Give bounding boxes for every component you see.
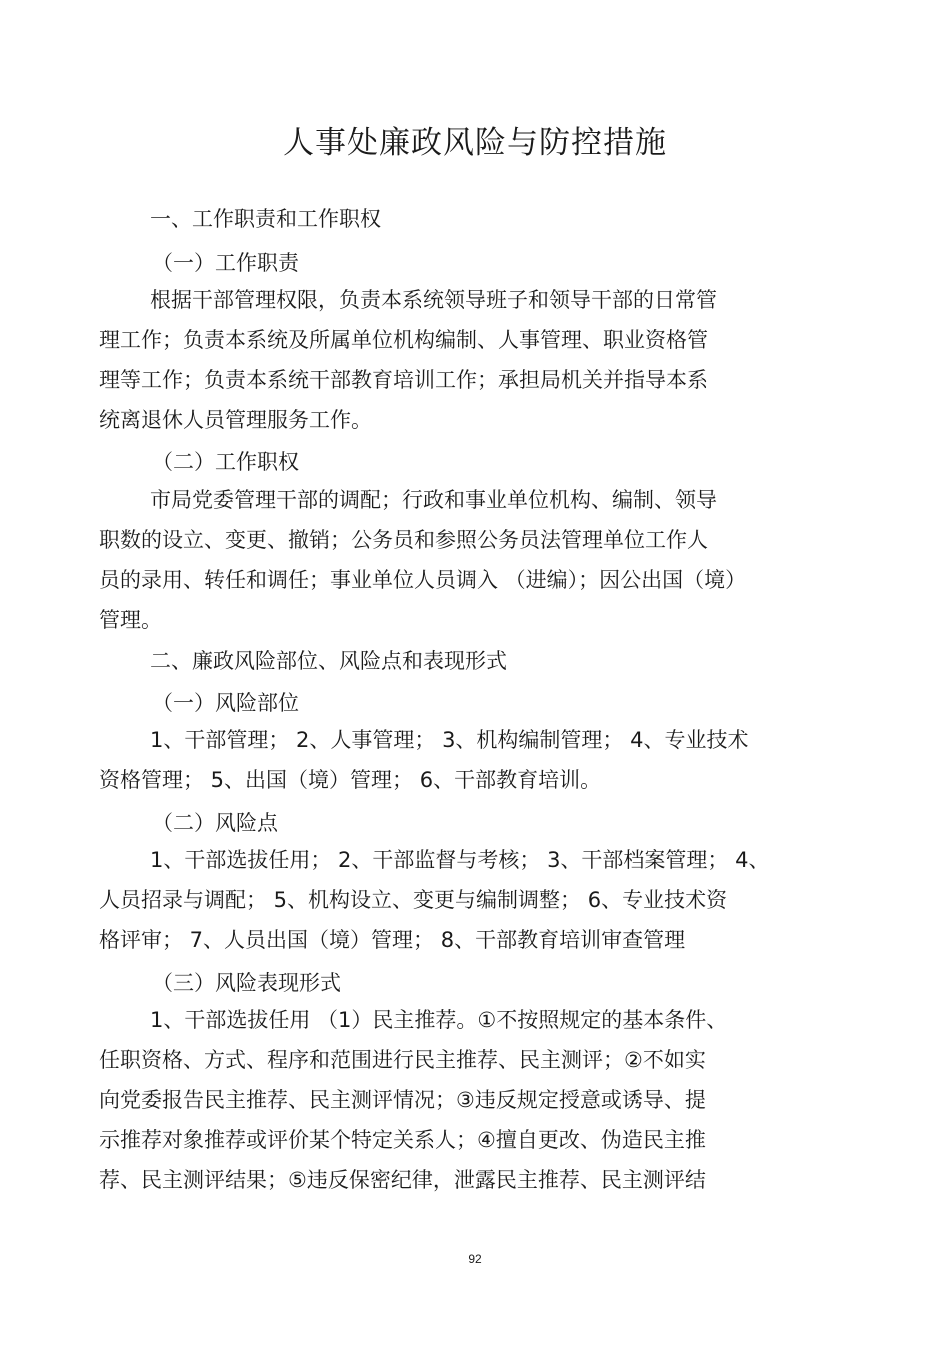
list-line: 1、干部选拔任用； 2、干部监督与考核； 3、干部档案管理； 4、 [150,848,770,872]
section-heading: 二、廉政风险部位、风险点和表现形式 [150,649,507,673]
list-line: 1、干部管理； 2、人事管理； 3、机构编制管理； 4、专业技术 [150,728,749,752]
subsection-heading: （一）工作职责 [152,251,299,275]
list-line: 格评审； 7、人员出国（境）管理； 8、干部教育培训审查管理 [99,928,686,952]
subsection-heading: （一）风险部位 [152,691,299,715]
paragraph-line: 任职资格、方式、程序和范围进行民主推荐、民主测评；②不如实 [99,1048,706,1072]
list-line: 人员招录与调配； 5、机构设立、变更与编制调整； 6、专业技术资 [99,888,728,912]
section-heading: 一、工作职责和工作职权 [150,207,381,231]
paragraph-line: 向党委报告民主推荐、民主测评情况；③违反规定授意或诱导、提 [99,1088,706,1112]
subsection-heading: （二）工作职权 [152,450,299,474]
paragraph-line: 根据干部管理权限，负责本系统领导班子和领导干部的日常管 [150,288,717,312]
page-number: 92 [468,1252,482,1266]
list-line: 资格管理； 5、出国（境）管理； 6、干部教育培训。 [99,768,602,792]
paragraph-line: 示推荐对象推荐或评价某个特定关系人；④擅自更改、伪造民主推 [99,1128,706,1152]
subsection-heading: （二）风险点 [152,811,278,835]
paragraph-line: 员的录用、转任和调任；事业单位人员调入 （进编）；因公出国（境） [99,568,747,592]
document-title: 人事处廉政风险与防控措施 [283,125,667,161]
paragraph-line: 理工作；负责本系统及所属单位机构编制、人事管理、职业资格管 [99,328,708,352]
paragraph-line: 1、干部选拔任用 （1）民主推荐。①不按照规定的基本条件、 [150,1008,728,1032]
paragraph-line: 市局党委管理干部的调配；行政和事业单位机构、编制、领导 [150,488,717,512]
paragraph-line: 理等工作；负责本系统干部教育培训工作；承担局机关并指导本系 [99,368,708,392]
subsection-heading: （三）风险表现形式 [152,971,341,995]
paragraph-line: 管理。 [99,608,162,632]
paragraph-line: 荐、民主测评结果；⑤违反保密纪律，泄露民主推荐、民主测评结 [99,1168,706,1192]
paragraph-line: 职数的设立、变更、撤销；公务员和参照公务员法管理单位工作人 [99,528,708,552]
paragraph-line: 统离退休人员管理服务工作。 [99,408,372,432]
